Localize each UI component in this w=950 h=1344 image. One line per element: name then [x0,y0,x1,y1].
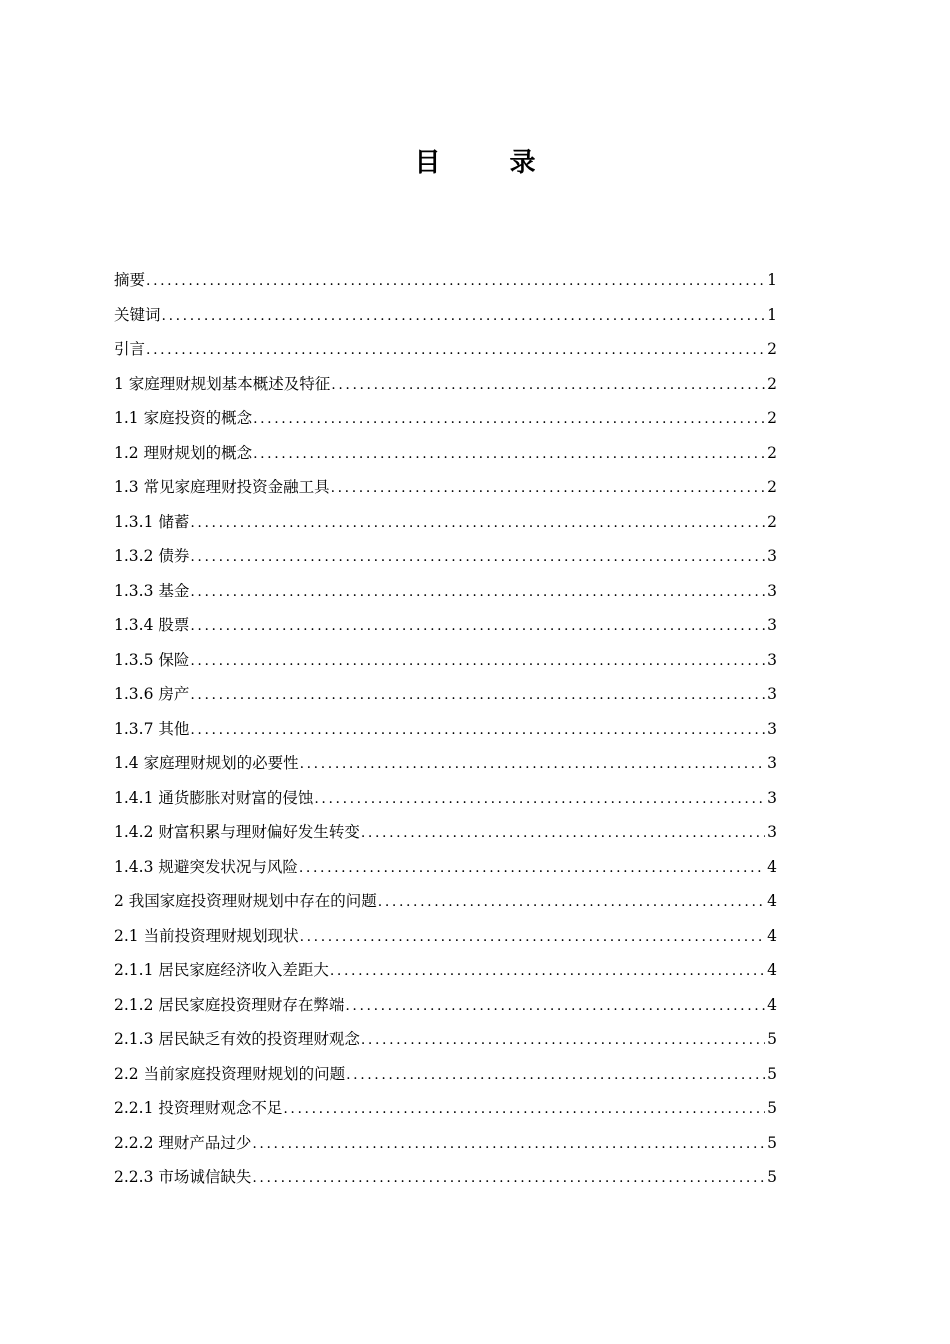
toc-entry[interactable] [114,576,777,611]
toc-entry-page: 3 [767,547,777,565]
toc-entry-title: 2.1.3 居民缺乏有效的投资理财观念 [114,1030,360,1048]
toc-entry-page: 3 [767,719,777,738]
toc-entry-title: 1.4.2 财富积累与理财偏好发生转变 [114,823,360,841]
toc-entry-page: 4 [767,926,777,945]
toc-entry-page: 3 [767,650,777,669]
toc-entry[interactable] [114,610,777,645]
toc-leader-dots [146,266,765,296]
toc-entry-title: 1.4 家庭理财规划的必要性 [114,754,299,772]
toc-entry[interactable] [114,852,777,887]
toc-entry[interactable] [114,300,777,335]
toc-entry-page: 5 [767,1133,777,1152]
toc-entry-page: 4 [767,892,777,910]
toc-entry-page: 2 [767,512,777,531]
toc-entry-title: 引言 [114,340,146,358]
toc-entry[interactable] [114,886,777,921]
toc-entry-title: 1.3.7 其他 [114,719,190,738]
toc-leader-dots [331,473,766,503]
toc-leader-dots [330,956,765,986]
toc-entry[interactable] [114,1162,777,1197]
toc-entry[interactable] [114,507,777,542]
toc-entry-title: 1.3.4 股票 [114,616,190,634]
toc-leader-dots [252,1163,765,1193]
toc-entry[interactable] [114,438,777,473]
toc-entry-title: 2 我国家庭投资理财规划中存在的问题 [114,892,377,910]
toc-entry-title: 2.1.2 居民家庭投资理财存在弊端 [114,995,345,1014]
toc-entry-page: 5 [767,1064,777,1083]
toc-entry-page: 3 [767,581,777,600]
toc-entry-title: 1 家庭理财规划基本概述及特征 [114,374,331,393]
toc-entry[interactable] [114,1128,777,1163]
toc-entry[interactable] [114,1024,777,1059]
page-title: 目 录 [414,148,566,178]
toc-entry-title: 1.4.3 规避突发状况与风险 [114,857,298,876]
toc-entry-page: 2 [767,340,777,358]
toc-entry-title: 1.3 常见家庭理财投资金融工具 [114,478,330,496]
toc-entry[interactable] [114,817,777,852]
toc-entry-page: 4 [767,961,777,979]
toc-entry-title: 2.1 当前投资理财规划现状 [114,926,299,945]
toc-entry-page: 5 [767,1168,777,1186]
toc-entry[interactable] [114,265,777,300]
toc-entry[interactable] [114,990,777,1025]
toc-entry[interactable] [114,334,777,369]
toc-leader-dots [190,542,765,572]
toc-leader-dots [190,611,765,641]
toc-entry-page: 1 [767,305,777,324]
toc-leader-dots [300,922,766,952]
toc-entry-title: 2.2 当前家庭投资理财规划的问题 [114,1064,346,1083]
toc-entry[interactable] [114,921,777,956]
table-of-contents [114,265,777,1197]
toc-entry[interactable] [114,472,777,507]
toc-entry[interactable] [114,783,777,818]
toc-leader-dots [190,680,765,710]
toc-entry-page: 3 [767,685,777,703]
toc-entry-title: 1.3.2 债券 [114,547,190,565]
toc-leader-dots [345,991,765,1021]
toc-entry[interactable] [114,955,777,990]
toc-entry-title: 2.2.3 市场诚信缺失 [114,1168,252,1186]
toc-entry-page: 3 [767,788,777,807]
toc-leader-dots [300,749,766,779]
toc-entry-page: 5 [767,1030,777,1048]
toc-leader-dots [361,818,765,848]
toc-leader-dots [283,1094,765,1124]
toc-leader-dots [162,301,766,331]
toc-leader-dots [314,784,765,814]
toc-entry-page: 4 [767,857,777,876]
toc-leader-dots [190,577,765,607]
toc-entry-title: 1.4.1 通货膨胀对财富的侵蚀 [114,788,314,807]
toc-entry[interactable] [114,369,777,404]
toc-leader-dots [146,335,765,365]
toc-entry-page: 2 [767,443,777,462]
toc-entry-page: 5 [767,1099,777,1117]
toc-leader-dots [378,887,765,917]
toc-leader-dots [190,508,765,538]
toc-leader-dots [252,1129,765,1159]
toc-entry[interactable] [114,1059,777,1094]
toc-entry-title: 1.2 理财规划的概念 [114,443,253,462]
toc-entry[interactable] [114,748,777,783]
toc-entry-page: 1 [767,271,777,289]
toc-entry-title: 摘要 [114,271,146,289]
toc-entry[interactable] [114,541,777,576]
toc-leader-dots [361,1025,765,1055]
toc-entry[interactable] [114,1093,777,1128]
toc-entry-title: 1.3.5 保险 [114,650,190,669]
toc-entry-page: 2 [767,478,777,496]
toc-entry-title: 1.1 家庭投资的概念 [114,409,253,427]
toc-entry-page: 3 [767,754,777,772]
toc-entry-page: 2 [767,374,777,393]
toc-entry-title: 2.2.2 理财产品过少 [114,1133,252,1152]
toc-leader-dots [299,853,765,883]
toc-entry-page: 4 [767,995,777,1014]
toc-entry-page: 2 [767,409,777,427]
toc-entry[interactable] [114,714,777,749]
toc-leader-dots [253,439,765,469]
toc-entry[interactable] [114,679,777,714]
toc-leader-dots [331,370,765,400]
toc-entry-title: 1.3.1 储蓄 [114,512,190,531]
toc-entry[interactable] [114,645,777,680]
toc-entry-page: 3 [767,823,777,841]
toc-leader-dots [190,646,765,676]
toc-entry-title: 关键词 [114,305,161,324]
toc-entry-title: 1.3.3 基金 [114,581,190,600]
toc-entry-page: 3 [767,616,777,634]
toc-entry-title: 1.3.6 房产 [114,685,190,703]
toc-entry[interactable] [114,403,777,438]
toc-leader-dots [346,1060,765,1090]
toc-leader-dots [253,404,765,434]
toc-entry-title: 2.2.1 投资理财观念不足 [114,1099,283,1117]
toc-leader-dots [190,715,765,745]
toc-entry-title: 2.1.1 居民家庭经济收入差距大 [114,961,329,979]
